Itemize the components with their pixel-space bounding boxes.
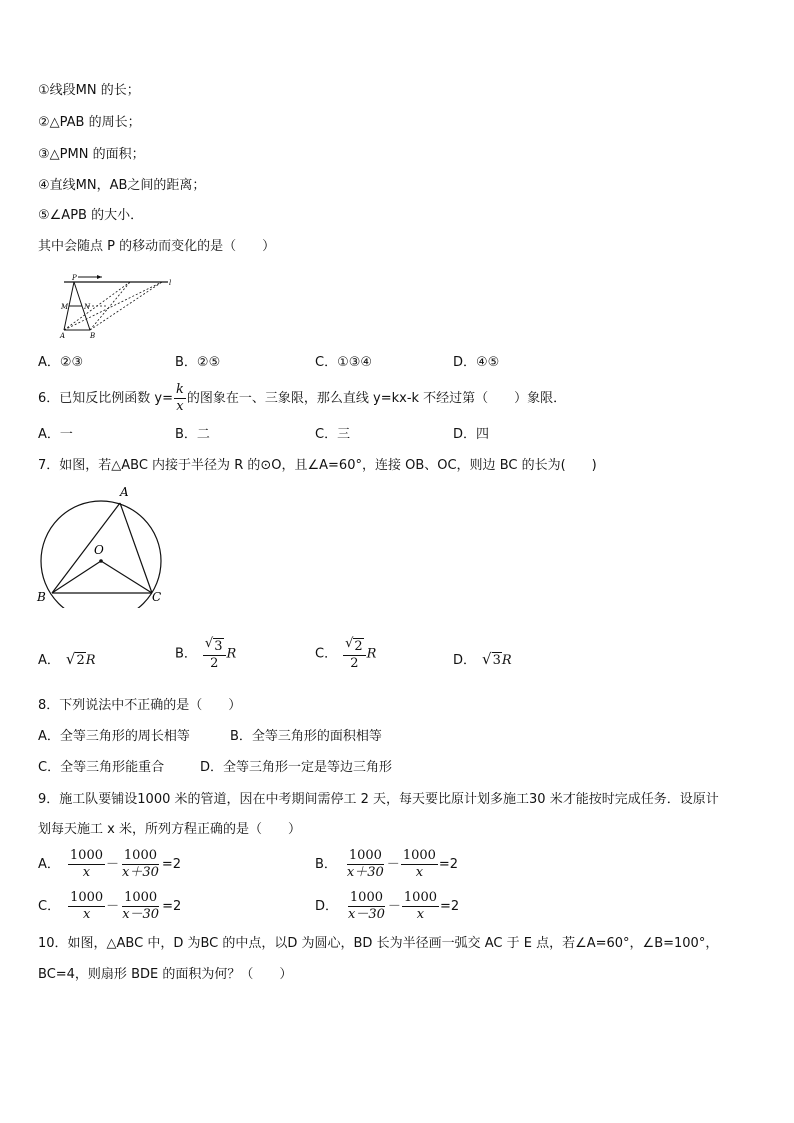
q9-line-1: 9．施工队要铺设1000 米的管道，因在中考期间需停工 2 天，每天要比原计划多施工30 米才能按时完成任务．设原计: [38, 792, 719, 807]
q5-option-d: D．④⑤: [453, 355, 500, 370]
q6-option-b: B．二: [175, 427, 210, 442]
q5-label-n: N: [84, 303, 91, 311]
q9-option-c: C． $\frac{1000}{x}$ － $\frac{1000}{x-30}$ =2: [38, 890, 182, 922]
q5-label-p: P: [72, 274, 77, 282]
q5-option-b: B．②⑤: [175, 355, 221, 370]
q10-line-1: 10．如图，△ABC 中，D 为BC 的中点，以D 为圆心，BD 长为半径画一弧交 AC 于 E 点，若∠A=60°，∠B=100°，: [38, 936, 719, 951]
q8-option-a: A．全等三角形的周长相等: [38, 729, 190, 744]
q6-fraction: $\frac{k}{x}$: [176, 382, 184, 414]
q7-label-a: A: [120, 485, 129, 499]
q5-option-a: A．②③: [38, 355, 84, 370]
q7-label-c: C: [152, 590, 162, 604]
q7-figure: [34, 482, 170, 608]
q10-line-2: BC=4，则扇形 BDE 的面积为何？（ ）: [38, 967, 293, 982]
q5-label-l: l: [169, 279, 172, 287]
q5-label-b: B: [90, 332, 96, 340]
q9-option-a: A． $\frac{1000}{x}$ － $\frac{1000}{x+30}$ =2: [38, 848, 182, 880]
q7-option-d: D． √ 3 R: [453, 650, 512, 668]
q7-label-b: B: [37, 590, 46, 604]
q5-figure: [58, 272, 176, 342]
q9-option-b: B． $\frac{1000}{x+30}$ － $\frac{1000}{x}$ =2: [315, 848, 459, 880]
q5-question: 其中会随点 P 的移动而变化的是（ ）: [38, 239, 276, 254]
item-4: ④直线MN，AB之间的距离；: [38, 178, 206, 193]
q9-option-d: D． $\frac{1000}{x-30}$ － $\frac{1000}{x}$ =2: [315, 890, 460, 922]
q5-label-a: A: [60, 332, 66, 340]
q5-label-m: M: [61, 303, 69, 311]
q7-option-b: B． √ 3 2 R: [175, 636, 237, 671]
q6-option-c: C．三: [315, 427, 351, 442]
q7-question: 7．如图，若△ABC 内接于半径为 R 的⊙O，且∠A=60°，连接 OB、OC，则边 BC 的长为( ): [38, 458, 597, 473]
q9-line-2: 划每天施工 x 米，所列方程正确的是（ ）: [38, 822, 301, 837]
q6-post: 的图象在一、三象限，那么直线 y=kx-k 不经过第（ ）象限．: [186, 391, 567, 406]
q6-pre: 6．已知反比例函数 y=: [38, 391, 173, 406]
q7-label-o: O: [94, 543, 104, 557]
q5-option-c: C．①③④: [315, 355, 373, 370]
q7-option-a: A． √ 2 R: [38, 650, 96, 668]
q8-option-b: B．全等三角形的面积相等: [230, 729, 382, 744]
item-2: ②△PAB 的周长；: [38, 115, 141, 130]
q6-option-d: D．四: [453, 427, 490, 442]
item-5: ⑤∠APB 的大小．: [38, 208, 144, 223]
q8-option-c: C．全等三角形能重合: [38, 760, 165, 775]
q7-option-c: C． √ 2 2 R: [315, 636, 377, 671]
q8-option-d: D．全等三角形一定是等边三角形: [200, 760, 393, 775]
q8-question: 8．下列说法中不正确的是（ ）: [38, 698, 242, 713]
q6-option-a: A．一: [38, 427, 73, 442]
q6-question: [38, 382, 566, 416]
item-1: ①线段MN 的长；: [38, 83, 140, 98]
item-3: ③△PMN 的面积；: [38, 147, 145, 162]
